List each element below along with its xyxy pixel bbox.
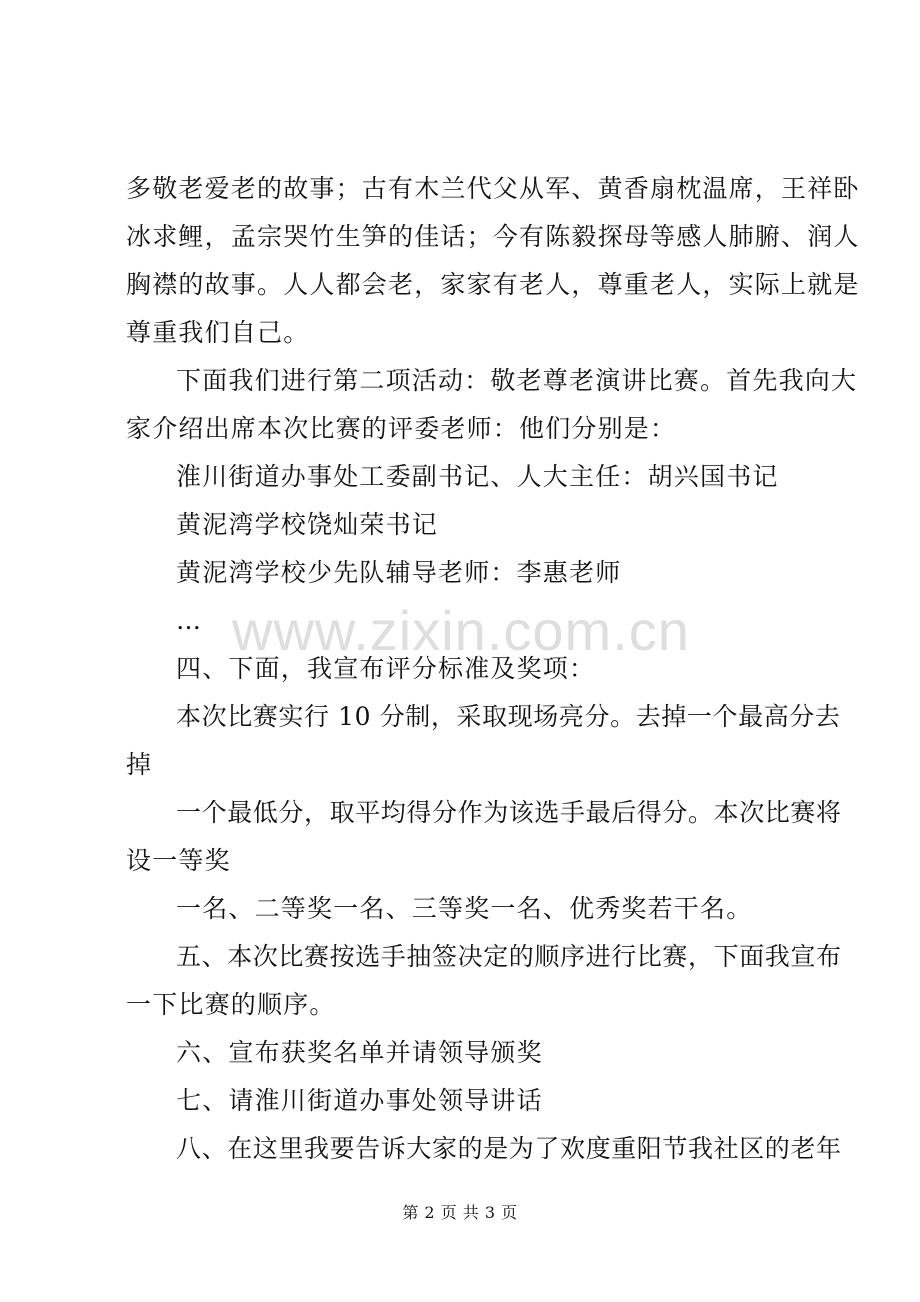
text-line: 五、本次比赛按选手抽签决定的顺序进行比赛，下面我宣布	[176, 942, 842, 971]
text-line: 胸襟的故事。人人都会老，家家有老人，尊重老人，实际上就是	[126, 270, 860, 299]
text-line: 冰求鲤，孟宗哭竹生笋的佳话；今有陈毅探母等感人肺腑、润人	[126, 222, 860, 251]
text-line: 六、宣布获奖名单并请领导颁奖	[176, 1038, 543, 1067]
text-line: 一下比赛的顺序。	[126, 990, 336, 1019]
text-line: 家介绍出席本次比赛的评委老师：他们分别是：	[126, 414, 677, 443]
text-line: 掉	[126, 750, 153, 779]
text-line: 八、在这里我要告诉大家的是为了欢度重阳节我社区的老年	[176, 1134, 842, 1163]
text-line: 一名、二等奖一名、三等奖一名、优秀奖若干名。	[176, 894, 753, 923]
watermark: www.zixin.com.cn	[232, 599, 690, 662]
document-body	[126, 165, 860, 1173]
text-line: 本次比赛实行 10 分制，采取现场亮分。去掉一个最高分去	[176, 702, 841, 731]
text-line: 黄泥湾学校饶灿荣书记	[176, 510, 439, 539]
text-line: 七、请淮川街道办事处领导讲话	[176, 1086, 543, 1115]
text-line: 一个最低分，取平均得分作为该选手最后得分。本次比赛将	[176, 798, 842, 827]
text-line: 下面我们进行第二项活动：敬老尊老演讲比赛。首先我向大	[176, 366, 858, 395]
text-line: 黄泥湾学校少先队辅导老师：李惠老师	[176, 558, 622, 587]
page-number-footer: 第 2 页 共 3 页	[402, 1203, 518, 1222]
text-line: 尊重我们自己。	[126, 318, 310, 347]
text-line: 多敬老爱老的故事；古有木兰代父从军、黄香扇枕温席，王祥卧	[126, 174, 860, 203]
text-line: 四、下面，我宣布评分标准及奖项：	[176, 654, 596, 683]
text-line: 设一等奖	[126, 846, 231, 875]
text-line: 淮川街道办事处工委副书记、人大主任：胡兴国书记	[176, 462, 779, 491]
text-line: …	[176, 606, 203, 635]
